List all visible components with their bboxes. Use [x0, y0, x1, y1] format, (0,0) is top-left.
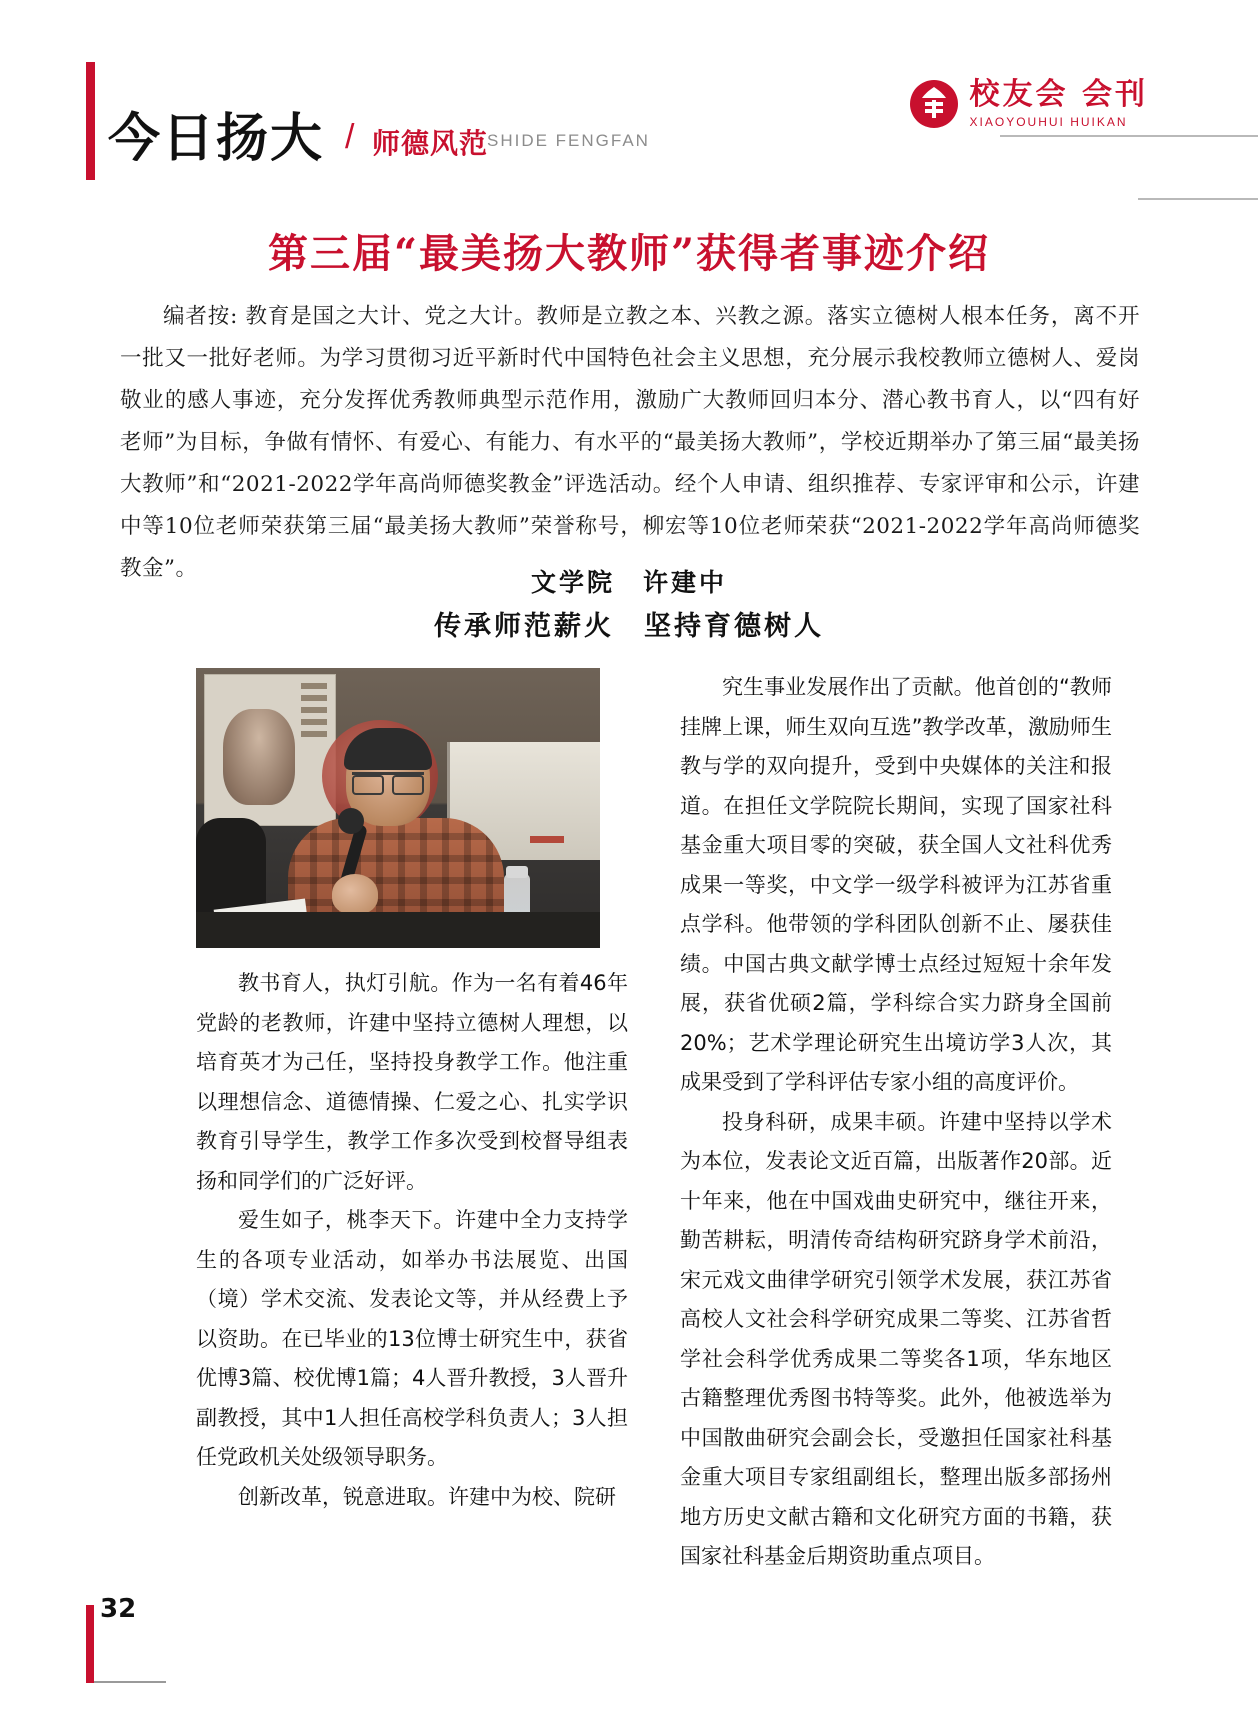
paragraph: 创新改革，锐意进取。许建中为校、院研 — [238, 1484, 616, 1509]
photo-poster-portrait — [223, 709, 295, 805]
photo-poster-text — [301, 683, 327, 737]
masthead-red-bar — [86, 62, 95, 180]
footer-rule — [94, 1681, 166, 1683]
alumni-brand-text — [969, 77, 1148, 129]
microphone-head-icon — [338, 808, 364, 834]
alumni-brand-cn: 校友会 会刊 — [969, 77, 1148, 112]
photo-poster — [204, 674, 336, 826]
glasses-icon — [352, 772, 424, 791]
editor-note: 编者按: 教育是国之大计、党之大计。教师是立教之本、兴教之源。落实立德树人根本任务，离不开一批又一批好老师。为学习贯彻习近平新时代中国特色社会主义思想，充分展示我校教师立德树人、爱岗敬业的感人事迹，充分发挥优秀教师典型示范作用，激励广大教师回归本分、潜心教书育人，以“四有好老师”为目标，争做有情怀、有爱心、有能力、有水平的“最美扬大教师”，学校近期举办了第三届“最美扬大教师”和“2021-2022学年高尚师德奖教金”评选活动。经个人申请、组织推荐、专家评审和公示，许建中等10位老师荣获第三届“最美扬大教师”荣誉称号，柳宏等10位老师荣获“2021-2022学年高尚师德奖教金”。 — [120, 304, 1140, 581]
page-number: 32 — [100, 1594, 137, 1624]
footer-red-bar — [86, 1605, 94, 1683]
photo-foreground-figure — [196, 818, 266, 914]
right-column — [680, 668, 1112, 1577]
photo-bottle-cap — [506, 866, 528, 878]
paragraph: 爱生如子，桃李天下。许建中全力支持学生的各项专业活动，如举办书法展览、出国（境）学术交流、发表论文等，并从经费上予以资助。在已毕业的13位博士研究生中，获省优博3篇、校优博1篇；4人晋升教授，3人晋升副教授，其中1人担任高校学科负责人；3人担任党政机关处级领导职务。 — [196, 1208, 628, 1469]
masthead-title: 今日扬大 — [108, 109, 325, 169]
page-header — [0, 30, 1258, 170]
paragraph: 投身科研，成果丰硕。许建中坚持以学术为本位，发表论文近百篇，出版著作20部。近十年来，他在中国戏曲史研究中，继往开来，勤苦耕耘，明清传奇结构研究跻身学术前沿，宋元戏文曲律学研究引领学术发展，获江苏省高校人文社会科学研究成果二等奖、江苏省哲学社会科学优秀成果二等奖各1项，华东地区古籍整理优秀图书特等奖。此外，他被选举为中国散曲研究会副会长，受邀担任国家社科基金重大项目专家组副组长，整理出版多部扬州地方历史文献古籍和文化研究方面的书籍，获国家社科基金后期资助重点项目。 — [680, 1109, 1112, 1568]
alumni-seal-icon — [908, 78, 960, 130]
left-column — [196, 668, 628, 1517]
section-name-pinyin: SHIDE FENGFAN — [487, 131, 650, 150]
masthead-separator: / — [345, 118, 355, 156]
author-line: 文学院 许建中 — [530, 568, 727, 597]
photo-subject-hand — [332, 874, 378, 914]
alumni-brand-en: XIAOYOUHUI HUIKAN — [969, 115, 1128, 129]
photo-desk — [196, 912, 600, 948]
paragraph: 教书育人，执灯引航。作为一名有着46年党龄的老教师，许建中坚持立德树人理想，以培育英才为己任，坚持投身教学工作。他注重以理想信念、道德情操、仁爱之心、扎实学识教育引导学生，教学工作多次受到校督导组表扬和同学们的广泛好评。 — [196, 971, 628, 1193]
article-photo — [196, 668, 600, 948]
photo-marker — [530, 836, 564, 843]
header-rule-top — [1000, 135, 1258, 137]
article-subtitle: 传承师范薪火 坚持育德树人 — [434, 611, 824, 642]
section-name: 师德风范 — [372, 127, 489, 160]
page-title: 第三届“最美扬大教师”获得者事迹介绍 — [267, 230, 990, 277]
alumni-brand — [908, 78, 1148, 130]
paragraph: 究生事业发展作出了贡献。他首创的“教师挂牌上课，师生双向互选”教学改革，激励师生教与学的双向提升，受到中央媒体的关注和报道。在担任文学院院长期间，实现了国家社科基金重大项目零的突破，获全国人文社科优秀成果一等奖，中文学一级学科被评为江苏省重点学科。他带领的学科团队创新不止、屡获佳绩。中国古典文献学博士点经过短短十余年发展，获省优硕2篇，学科综合实力跻身全国前20%；艺术学理论研究生出境访学3人次，其成果受到了学科评估专家小组的高度评价。 — [680, 675, 1112, 1094]
header-rule-bottom — [1138, 198, 1258, 200]
